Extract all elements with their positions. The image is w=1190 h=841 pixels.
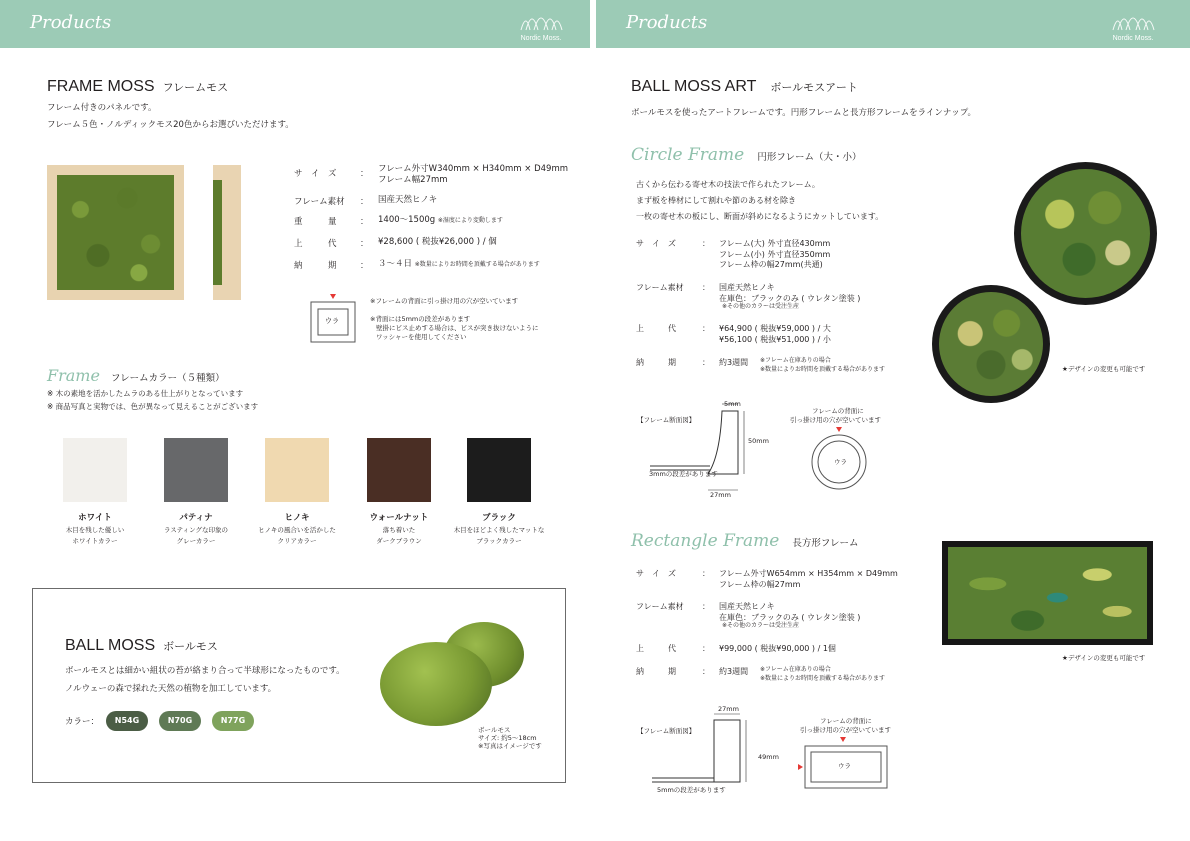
circle-desc-2: 一枚の寄せ木の板にし、断面が斜めになるようにカットしています。 (636, 212, 884, 221)
circle-spec-colon: ： (702, 324, 710, 333)
rect-dim-side: 49mm (758, 753, 779, 761)
frame-color-name: ホワイト (78, 513, 112, 523)
circle-spec-value: フレーム枠の幅27mm(共通) (719, 260, 823, 269)
rect-frame-script: Rectangle Frame (631, 531, 780, 551)
circle-spec-label: フレーム素材 (636, 283, 684, 292)
circle-dim-bottom: 27mm (710, 491, 731, 499)
circle-spec-colon: ： (702, 358, 710, 367)
rect-frame-title: 長方形フレーム (792, 538, 859, 549)
frame-moss-title-jp: フレームモス (162, 82, 229, 94)
rect-spec-label: 上 代 (636, 644, 676, 653)
frame-color-desc: グレーカラー (176, 537, 216, 545)
rect-cross-section-diagram (650, 706, 760, 790)
rect-spec-value: 国産天然ヒノキ (719, 602, 775, 611)
frame-spec-value-0 (378, 164, 568, 186)
frame-color-script: Frame (47, 366, 100, 385)
frame-spec-delivery-note: ※数量によりお時間を頂戴する場合があります (414, 261, 540, 268)
right-header-title: Products (626, 12, 708, 33)
frame-spec-colon-4: ： (360, 261, 369, 271)
frame-moss-title-en: FRAME MOSS (47, 78, 155, 95)
frame-color-name: ウォールナット (369, 513, 429, 523)
circle-spec-value: 約3週間 (719, 358, 749, 367)
frame-spec-colon-3: ： (360, 239, 369, 249)
rect-hook-note: フレームの背面に (820, 717, 872, 725)
frame-color-desc: ラスティングな印象の (163, 526, 229, 534)
frame-spec-value-0a: フレーム外寸W340mm × H340mm × D49mm (378, 164, 568, 174)
ball-moss-caption-1: サイズ: 約5～18cm (478, 734, 537, 742)
ball-moss-desc-1: ノルウェーの森で採れた天然の植物を加工しています。 (65, 684, 277, 694)
circle-spec-colon: ： (702, 239, 710, 248)
ball-moss-art-title-jp: ボールモスアート (770, 82, 858, 94)
ball-moss-art-title-en: BALL MOSS ART (631, 78, 757, 95)
frame-moss-photo (47, 165, 184, 300)
circle-design-note: ★デザインの変更も可能です (1062, 365, 1146, 373)
rect-spec-value: フレーム枠の幅27mm (719, 579, 801, 589)
frame-moss-side-photo (213, 165, 241, 300)
frame-moss-title (47, 78, 228, 96)
circle-spec-label: サ イ ズ (636, 239, 676, 248)
frame-color-desc: 木目をほどよく残したマットな (453, 526, 545, 534)
ball-moss-chip-n77g: N77G (212, 711, 254, 731)
right-header-bar (596, 0, 1190, 48)
frame-color-desc: 木目を残した優しい (65, 526, 125, 534)
circle-spec-value: 国産天然ヒノキ (719, 283, 775, 292)
circle-step-note: 3mmの段差があります (649, 470, 718, 478)
frame-color-name: ヒノキ (284, 513, 310, 523)
rect-spec-value: 在庫色：ブラックのみ ( ウレタン塗装 ) (719, 612, 861, 622)
rect-diagram-label: 【フレーム断面図】 (637, 727, 696, 735)
frame-color-desc: ヒノキの風合いを活かした (258, 526, 336, 534)
rect-spec-value: フレーム外寸W654mm × H354mm × D49mm (719, 569, 898, 578)
frame-spec-value-4 (378, 259, 540, 270)
circle-spec-value: フレーム(大) 外寸直径430mm (719, 239, 831, 248)
rect-spec-colon: ： (702, 569, 710, 578)
frame-color-note-0: ※ 木の素地を活かしたムラのある仕上がりとなっています (47, 389, 244, 398)
frame-spec-delivery: ３～４日 (378, 259, 413, 269)
frame-color-heading (47, 366, 225, 385)
rect-spec-colon: ： (702, 644, 710, 653)
rect-design-note: ★デザインの変更も可能です (1062, 654, 1146, 662)
circle-spec-note: ※フレーム在庫ありの場合 ※数量によりお時間を頂戴する場合があります (760, 357, 886, 373)
circle-frame-heading (631, 145, 861, 165)
circle-desc-0: 古くから伝わる寄せ木の技法で作られたフレーム。 (636, 180, 820, 189)
nordic-moss-logo-right (1108, 6, 1158, 42)
frame-color-swatch (164, 438, 228, 502)
frame-spec-value-0b: フレーム幅27mm (378, 175, 448, 185)
ball-moss-art-desc: ボールモスを使ったアートフレームです。円形フレームと長方形フレームをラインナップ。 (631, 108, 977, 118)
ball-moss-desc-0: ボールモスとは細かい組状の苔が絡まり合って半球形になったものです。 (65, 666, 345, 676)
rect-spec-value: 約3週間 (719, 667, 749, 676)
circle-frame-small-photo (932, 285, 1050, 403)
frame-note-2: 壁掛にビス止めする場合は、ビスが突き抜けないように (376, 324, 539, 332)
circle-desc-1: まず板を棒材にして割れや節のある材を除き (636, 196, 796, 205)
frame-spec-label-0: サ イ ズ (294, 169, 337, 179)
frame-color-desc: ブラックカラー (476, 537, 522, 545)
ball-moss-chip-n70g: N70G (159, 711, 201, 731)
rect-spec-note: ※フレーム在庫ありの場合 ※数量によりお時間を頂戴する場合があります (760, 666, 886, 682)
frame-note-3: ワッシャーを使用してください (376, 333, 467, 341)
circle-spec-value: フレーム(小) 外寸直径350mm (719, 249, 831, 259)
frame-spec-value-1: 国産天然ヒノキ (378, 195, 438, 205)
frame-back-label: ウラ (325, 317, 339, 325)
frame-color-title: フレームカラー（５種類） (111, 373, 225, 384)
rect-hook-note-2: 引っ掛け用の穴が空いています (800, 726, 891, 734)
frame-spec-label-4: 納 期 (294, 261, 337, 271)
rect-frame-photo (942, 541, 1153, 645)
circle-spec-colon: ： (702, 283, 710, 292)
ball-moss-caption-0: ボールモス (478, 726, 511, 734)
frame-note-1: ※背面には5mmの段差があります (370, 315, 471, 323)
circle-cross-section-diagram (648, 396, 778, 500)
frame-spec-colon-0: ： (360, 169, 369, 179)
logo-text: Nordic Moss. (520, 35, 562, 42)
frame-spec-label-2: 重 量 (294, 217, 337, 227)
ball-moss-title-en: BALL MOSS (65, 637, 156, 654)
frame-color-desc: 落ち着いた (382, 526, 416, 534)
frame-spec-weight: 1400～1500g (378, 215, 436, 225)
frame-spec-value-3: ¥28,600 ( 税抜¥26,000 ) / 個 (378, 237, 497, 247)
ball-moss-caption-2: ※写真はイメージです (478, 742, 542, 750)
left-header-bar (0, 0, 590, 48)
rect-step-note: 5mmの段差があります (657, 786, 726, 794)
ball-moss-photo (378, 620, 528, 730)
frame-spec-label-3: 上 代 (294, 239, 337, 249)
circle-dim-top: 5mm (724, 400, 741, 408)
circle-spec-note: ※その他のカラーは受注生産 (722, 303, 800, 310)
circle-back-label: ウラ (834, 458, 847, 466)
ball-moss-title-jp: ボールモス (163, 641, 218, 653)
ball-moss-art-title (631, 78, 858, 96)
frame-moss-desc-2: フレーム５色・ノルディックモス20色からお選びいただけます。 (47, 120, 294, 130)
rect-dim-top: 27mm (718, 705, 739, 713)
ball-moss-chip-n54g: N54G (106, 711, 148, 731)
circle-diagram-label: 【フレーム断面図】 (637, 416, 696, 424)
logo-text-right: Nordic Moss. (1112, 35, 1154, 42)
frame-color-note-1: ※ 商品写真と実物では、色が異なって見えることがございます (47, 402, 259, 411)
frame-color-swatch (265, 438, 329, 502)
rect-frame-heading (631, 531, 859, 551)
circle-frame-script: Circle Frame (631, 145, 745, 165)
frame-color-desc: クリアカラー (277, 537, 317, 545)
frame-color-swatch (367, 438, 431, 502)
circle-frame-title: 円形フレーム（大・小） (757, 152, 862, 163)
aurora-logo-icon (516, 6, 566, 32)
frame-color-desc: ホワイトカラー (72, 537, 118, 545)
circle-spec-value: ¥56,100 ( 税抜¥51,000 ) / 小 (719, 334, 831, 344)
frame-note-0: ※フレームの背面に引っ掛け用の穴が空いています (370, 297, 519, 305)
frame-color-desc: ダークブラウン (376, 537, 422, 545)
rect-spec-colon: ： (702, 667, 710, 676)
frame-back-diagram (310, 292, 356, 344)
frame-spec-label-1: フレーム素材 (294, 197, 345, 207)
circle-spec-label: 上 代 (636, 324, 676, 333)
frame-spec-colon-1: ： (360, 197, 369, 207)
ball-moss-color-label: カラー： (65, 717, 100, 727)
frame-moss-desc-1: フレーム付きのパネルです。 (47, 103, 157, 113)
nordic-moss-logo (516, 6, 566, 42)
rect-spec-note: ※その他のカラーは受注生産 (722, 622, 800, 629)
circle-hook-note: フレームの背面に (812, 407, 864, 415)
rect-spec-value: ¥99,000 ( 税抜¥90,000 ) / 1個 (719, 644, 836, 653)
ball-moss-title (65, 637, 218, 655)
rect-spec-colon: ： (702, 602, 710, 611)
circle-hook-note-2: 引っ掛け用の穴が空いています (790, 416, 881, 424)
frame-spec-weight-note: ※湿度により変動します (437, 217, 503, 224)
rect-spec-label: 納 期 (636, 667, 676, 676)
frame-spec-value-2 (378, 215, 503, 226)
circle-spec-value: ¥64,900 ( 税抜¥59,000 ) / 大 (719, 324, 831, 333)
circle-dim-side: 50mm (748, 437, 769, 445)
aurora-logo-icon-right (1108, 6, 1158, 32)
rect-back-label: ウラ (838, 762, 851, 770)
rect-spec-label: フレーム素材 (636, 602, 684, 611)
circle-spec-label: 納 期 (636, 358, 676, 367)
circle-spec-value: 在庫色：ブラックのみ ( ウレタン塗装 ) (719, 293, 861, 303)
frame-color-name: パティナ (179, 513, 213, 523)
frame-color-name: ブラック (482, 513, 516, 523)
frame-color-swatch (63, 438, 127, 502)
left-header-title: Products (30, 12, 112, 33)
frame-spec-colon-2: ： (360, 217, 369, 227)
frame-color-swatch (467, 438, 531, 502)
circle-frame-large-photo (1014, 162, 1157, 305)
rect-spec-label: サ イ ズ (636, 569, 676, 578)
